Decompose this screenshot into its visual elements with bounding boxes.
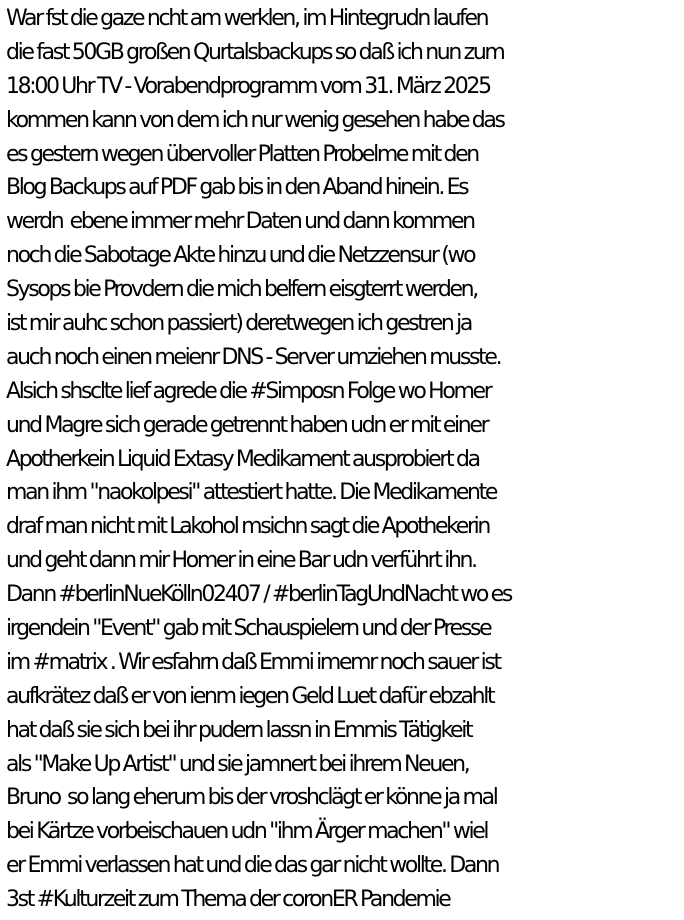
text-line-1: War fst die gaze ncht am werklen, im Hintegrudn laufen [6, 6, 488, 31]
text-line-4: kommen kann von dem ich nur wenig gesehen habe das [6, 107, 504, 133]
text-line-6: Blog Backups auf PDF gab bis in den Aband hinein. Es [6, 175, 468, 201]
text-line-10: ist mir auhc schon passiert) deretwegen ich gestren ja [6, 311, 472, 337]
text-line-20: im #matrix . Wir esfahrn daß Emmi imemr noch sauer ist [6, 649, 500, 675]
text-line-16: draf man nicht mit Lakohol msichn sagt die Apothekerin [6, 514, 490, 540]
text-line-5: es gestern wegen übervoller Platten Probelme mit den [6, 141, 478, 167]
text-line-27: 3st #Kulturzeit zum Thema der coronER Pandemie [6, 887, 450, 913]
body-text [6, 2, 684, 917]
text-line-25: bei Kärtze vorbeischauen udn "ihm Ärger machen" wiel [6, 819, 488, 845]
text-line-14: Apotherkein Liquid Extasy Medikament ausprobiert da [6, 446, 479, 472]
text-line-24: Bruno so lang eherum bis der vroshclägt er könne ja mal [6, 785, 497, 811]
text-line-26: er Emmi verlassen hat und die das gar nicht wollte. Dann [6, 853, 499, 879]
text-line-15: man ihm "naokolpesi" attestiert hatte. Die Medikamente [6, 480, 497, 506]
text-line-13: und Magre sich gerade getrennt haben udn er mit einer [6, 412, 488, 438]
text-line-17: und geht dann mir Homer in eine Bar udn verführt ihn. [6, 548, 476, 574]
text-line-12: Alsich shsclte lief agrede die #Simposn Folge wo Homer [6, 378, 491, 404]
text-line-22: hat daß sie sich bei ihr pudern lassn in Emmis Tätigkeit [6, 717, 472, 743]
text-line-2: die fast 50GB großen Qurtalsbackups so daß ich nun zum [6, 39, 504, 65]
text-line-18: Dann #berlinNueKölln02407 / #berlinTagUndNacht wo es [6, 582, 511, 608]
text-line-23: als "Make Up Artist" und sie jamnert bei ihrem Neuen, [6, 751, 469, 777]
text-line-3: 18:00 Uhr TV - Vorabendprogramm vom 31. März 2025 [6, 73, 490, 99]
text-line-19: irgendein "Event" gab mit Schauspielern und der Presse [6, 616, 491, 642]
text-line-21: aufkrätez daß er von ienm iegen Geld Luet dafür ebzahlt [6, 683, 494, 709]
text-line-11: auch noch einen meienr DNS - Server umziehen musste. [6, 344, 501, 370]
text-line-8: noch die Sabotage Akte hinzu und die Netzzensur (wo [6, 243, 475, 269]
text-line-9: Sysops bie Provdern die mich belfern eisgterrt werden, [6, 277, 477, 303]
text-line-7: werdn ebene immer mehr Daten und dann kommen [6, 209, 474, 235]
